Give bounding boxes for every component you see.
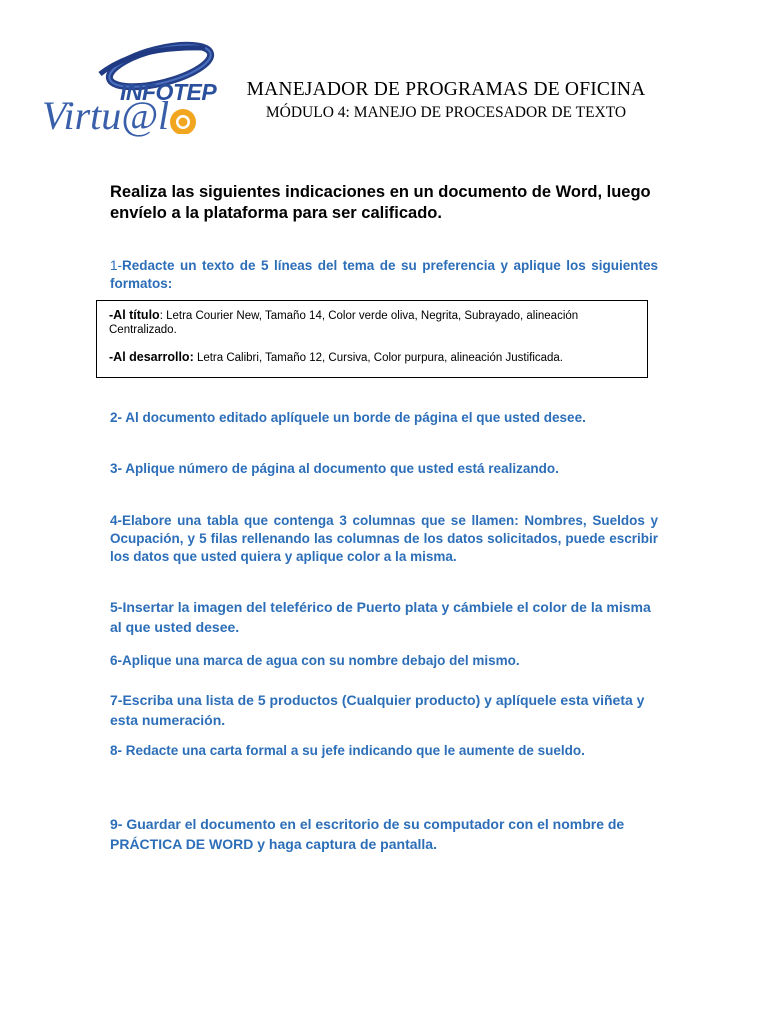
header-subtitle: MÓDULO 4: MANEJO DE PROCESADOR DE TEXTO <box>265 104 627 121</box>
document-header <box>232 78 660 123</box>
instruction-item-8: 8- Redacte una carta formal a su jefe indicando que le aumente de sueldo. <box>110 743 585 758</box>
body-format-label: -Al desarrollo: <box>109 350 194 364</box>
item-1-number: 1- <box>110 258 123 273</box>
format-requirements-box <box>96 300 648 378</box>
instruction-item-5: 5-Insertar la imagen del teleférico de Puerto plata y cámbiele el color de la misma al que usted desee. <box>110 599 651 635</box>
body-format-text: Letra Calibri, Tamaño 12, Cursiva, Color purpura, alineación Justificada. <box>193 352 564 364</box>
instruction-item-1 <box>110 257 658 293</box>
instruction-item-2: 2- Al documento editado aplíquele un borde de página el que usted desee. <box>110 410 586 425</box>
intro-instructions: Realiza las siguientes indicaciones en un documento de Word, luego envíelo a la plataforma para ser calificado. <box>110 183 651 222</box>
item-1-text: Redacte un texto de 5 líneas del tema de su preferencia y aplique los siguientes formatos: <box>110 258 658 291</box>
instruction-item-7: 7-Escriba una lista de 5 productos (Cualquier producto) y aplíquele esta viñeta y esta numeración. <box>110 692 645 728</box>
instruction-item-6: 6-Aplique una marca de agua con su nombre debajo del mismo. <box>110 653 520 668</box>
logo-text-infotep: INFOTEP <box>120 79 217 105</box>
body-format-line <box>109 350 637 365</box>
logo-text-virtual: Virtu@l <box>42 93 170 138</box>
title-format-label: -Al título <box>109 308 160 322</box>
title-format-line <box>109 308 637 337</box>
title-format-text: : Letra Courier New, Tamaño 14, Color verde oliva, Negrita, Subrayado, alineación Centralizado. <box>109 310 579 336</box>
header-title: MANEJADOR DE PROGRAMAS DE OFICINA <box>246 79 646 100</box>
infotep-logo <box>40 34 230 138</box>
instruction-item-4: 4-Elabore una tabla que contenga 3 columnas que se llamen: Nombres, Sueldos y Ocupación, y 5 filas rellenando las columnas de los datos solicitados, puede escribir los datos que usted quiera y aplique color a la misma. <box>110 513 658 564</box>
instruction-item-3: 3- Aplique número de página al documento que usted está realizando. <box>110 461 559 476</box>
instruction-item-9: 9- Guardar el documento en el escritorio de su computador con el nombre de PRÁCTICA DE WORD y haga captura de pantalla. <box>110 816 625 852</box>
